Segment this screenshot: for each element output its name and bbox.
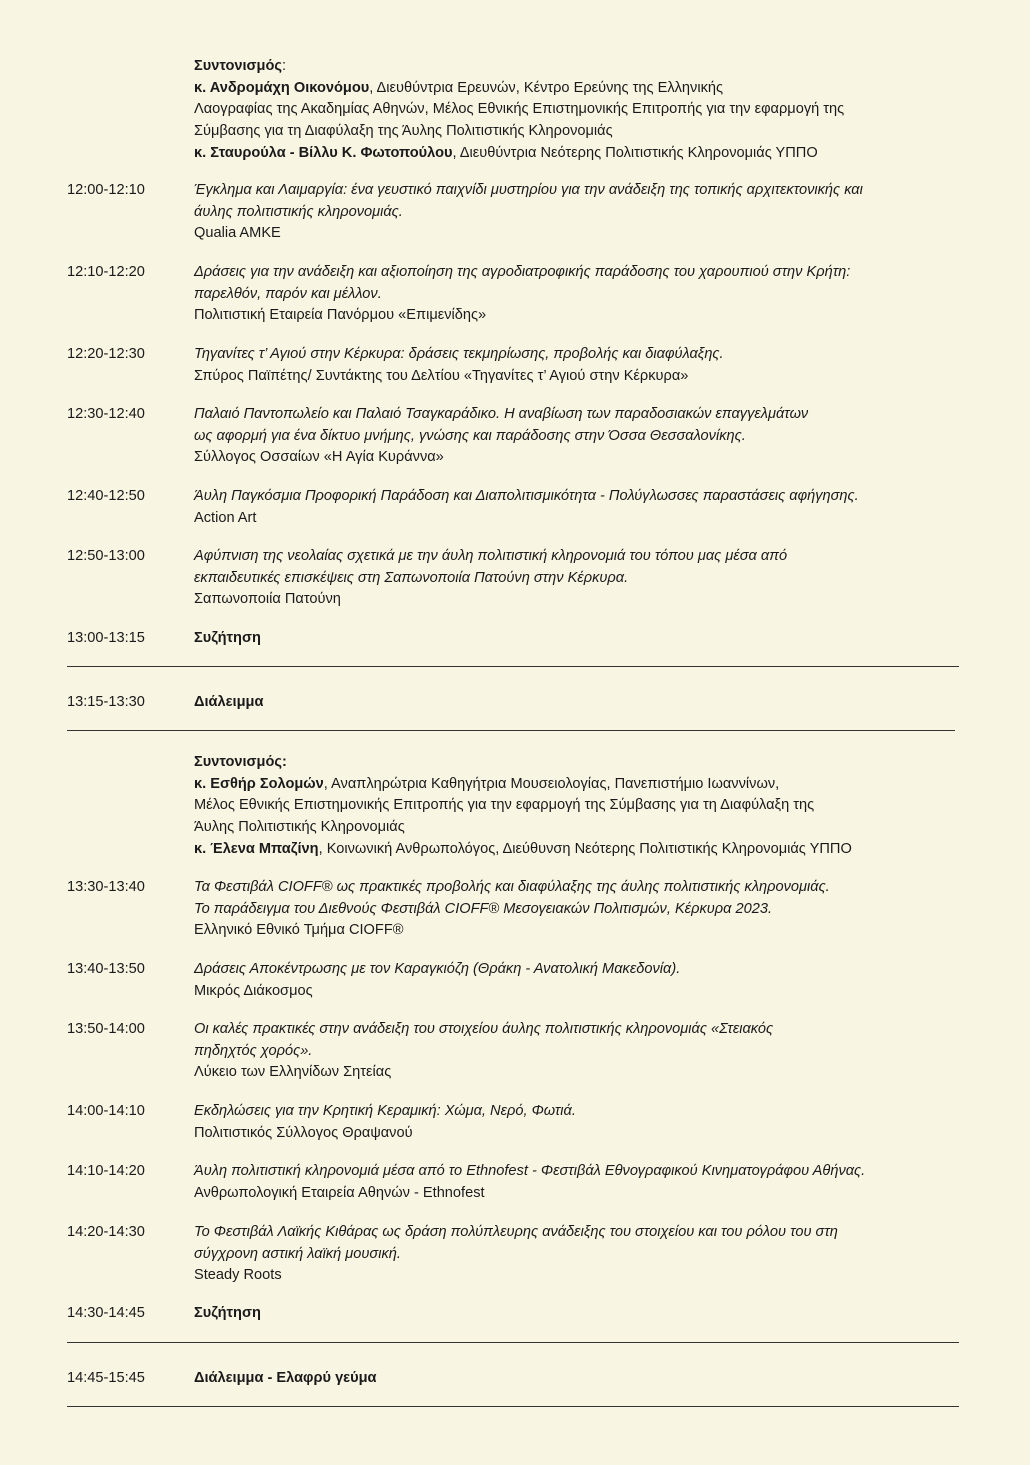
moderator-name: κ. Έλενα Μπαζίνη (194, 840, 319, 857)
moderation-heading: Συντονισμός: (194, 754, 287, 770)
session-entry: Δράσεις για την ανάδειξη και αξιοποίηση της αγροδιατροφικής παράδοσης του χαρουπιού στην Κρήτη: παρελθόν, παρόν και μέλλον. Πολιτιστική Εταιρεία Πανόρμου «Επιμενίδης» (194, 262, 974, 327)
discussion-label: Συζήτηση (194, 1305, 261, 1321)
session-entry: Αφύπνιση της νεολαίας σχετικά με την άυλη πολιτιστική κληρονομιά του τόπου μας μέσα από εκπαιδευτικές επισκέψεις στη Σαπωνοποιία Πατούνη στην Κέρκυρα. Σαπωνοποιία Πατούνη (194, 546, 974, 611)
session-organization: Πολιτιστικός Σύλλογος Θραψανού (194, 1124, 413, 1141)
session-time: 14:20-14:30 (67, 1224, 145, 1240)
session-title: Άυλη πολιτιστική κληρονομιά μέσα από το Ethnofest - Φεστιβάλ Εθνογραφικού Κινηματογράφου Αθήνας. (194, 1163, 866, 1179)
divider (67, 666, 959, 667)
session-time: 14:00-14:10 (67, 1103, 145, 1119)
session-time: 13:30-13:40 (67, 879, 145, 895)
session-title: Δράσεις για την ανάδειξη και αξιοποίηση της αγροδιατροφικής παράδοσης του χαρουπιού στην Κρήτη: (194, 264, 851, 280)
session-entry (194, 959, 974, 1002)
session-entry (194, 1161, 974, 1204)
moderators-block-1: Συντονισμός: κ. Ανδρομάχη Οικονόμου, Διευθύντρια Ερευνών, Κέντρο Ερεύνης της Ελληνικής Λαογραφίας της Ακαδημίας Αθηνών, Μέλος Εθνικής Επιστημονικής Επιτροπής για την εφαρμογή της Σύμβασης για τη Διαφύλαξη της Άυλης Πολιτιστικής Κληρονομιάς κ. Σταυρούλα - Βίλλυ Κ. Φωτοπούλου, Διευθύντρια Νεότερης Πολιτιστικής Κληρονομιάς ΥΠΠΟ (194, 58, 845, 161)
moderation-heading: Συντονισμός (194, 58, 282, 74)
session-entry: Παλαιό Παντοπωλείο και Παλαιό Τσαγκαράδικο. Η αναβίωση των παραδοσιακών επαγγελμάτων ως αφορμή για ένα δίκτυο μνήμης, γνώσης και παράδοσης στην Όσσα Θεσσαλονίκης. Σύλλογος Οσσαίων «Η Αγία Κυράννα» (194, 404, 974, 469)
session-time: 12:20-12:30 (67, 346, 145, 362)
session-title: Αφύπνιση της νεολαίας σχετικά με την άυλη πολιτιστική κληρονομιά του τόπου μας μέσα από (194, 548, 788, 564)
session-organization: Μικρός Διάκοσμος (194, 982, 313, 999)
divider (67, 1342, 959, 1343)
session-time: 12:30-12:40 (67, 406, 145, 422)
session-time: 13:50-14:00 (67, 1021, 145, 1037)
session-time: 14:10-14:20 (67, 1163, 145, 1179)
session-entry: Έγκλημα και Λαιμαργία: ένα γευστικό παιχνίδι μυστηρίου για την ανάδειξη της τοπικής αρχιτεκτονικής και άυλης πολιτιστικής κληρονομιάς. Qualia AMKE (194, 180, 974, 245)
session-organization: Ελληνικό Εθνικό Τμήμα CIOFF® (194, 922, 404, 939)
moderator-name: κ. Ανδρομάχη Οικονόμου (194, 79, 370, 96)
session-entry (194, 486, 974, 529)
session-organization: Action Art (194, 509, 257, 526)
discussion-time: 14:30-14:45 (67, 1305, 145, 1321)
moderator-name: κ. Σταυρούλα - Βίλλυ Κ. Φωτοπούλου (194, 144, 453, 161)
session-title: Το Φεστιβάλ Λαϊκής Κιθάρας ως δράση πολύπλευρης ανάδειξης του στοιχείου και του ρόλου του στη (194, 1224, 838, 1240)
moderators-block-2: Συντονισμός: κ. Εσθήρ Σολομών, Αναπληρώτρια Καθηγήτρια Μουσειολογίας, Πανεπιστήμιο Ιωαννίνων, Μέλος Εθνικής Επιστημονικής Επιτροπής για την εφαρμογή της Σύμβασης για τη Διαφύλαξη της Άυλης Πολιτιστικής Κληρονομιάς κ. Έλενα Μπαζίνη, Κοινωνική Ανθρωπολόγος, Διεύθυνση Νεότερης Πολιτιστικής Κληρονομιάς ΥΠΠΟ (194, 752, 974, 861)
break-time: 13:15-13:30 (67, 694, 145, 710)
session-organization: Steady Roots (194, 1267, 282, 1284)
moderator-name: κ. Εσθήρ Σολομών (194, 775, 324, 792)
session-organization: Πολιτιστική Εταιρεία Πανόρμου «Επιμενίδης» (194, 307, 487, 324)
session-title: Παλαιό Παντοπωλείο και Παλαιό Τσαγκαράδικο. Η αναβίωση των παραδοσιακών επαγγελμάτων (194, 406, 809, 422)
discussion-label: Συζήτηση (194, 630, 261, 646)
session-organization: Ανθρωπολογική Εταιρεία Αθηνών - Ethnofest (194, 1184, 485, 1201)
discussion-time: 13:00-13:15 (67, 630, 145, 646)
session-title: Εκδηλώσεις για την Κρητική Κεραμική: Χώμα, Νερό, Φωτιά. (194, 1103, 576, 1119)
session-time: 13:40-13:50 (67, 961, 145, 977)
session-organization: Σπύρος Παϊπέτης/ Συντάκτης του Δελτίου «Τηγανίτες τ’ Αγιού στην Κέρκυρα» (194, 367, 689, 384)
session-entry (194, 1101, 974, 1144)
session-time: 12:40-12:50 (67, 488, 145, 504)
session-title: Τα Φεστιβάλ CIOFF® ως πρακτικές προβολής και διαφύλαξης της άυλης πολιτιστικής κληρονομιάς. (194, 879, 830, 895)
session-title: Δράσεις Αποκέντρωσης με τον Καραγκιόζη (Θράκη - Ανατολική Μακεδονία). (194, 961, 681, 977)
session-entry: Οι καλές πρακτικές στην ανάδειξη του στοιχείου άυλης πολιτιστικής κληρονομιάς «Στειακός πηδηχτός χορός». Λύκειο των Ελληνίδων Σητείας (194, 1019, 974, 1084)
session-time: 12:00-12:10 (67, 182, 145, 198)
session-organization: Σύλλογος Οσσαίων «Η Αγία Κυράννα» (194, 449, 444, 466)
break-time: 14:45-15:45 (67, 1370, 145, 1386)
session-title: Άυλη Παγκόσμια Προφορική Παράδοση και Διαπολιτισμικότητα - Πολύγλωσσες παραστάσεις αφήγησης. (194, 488, 859, 504)
divider (67, 730, 955, 731)
divider (67, 1406, 959, 1407)
session-title: Τηγανίτες τ’ Αγιού στην Κέρκυρα: δράσεις τεκμηρίωσης, προβολής και διαφύλαξης. (194, 346, 724, 362)
session-title: Έγκλημα και Λαιμαργία: ένα γευστικό παιχνίδι μυστηρίου για την ανάδειξη της τοπικής αρχιτεκτονικής και (194, 182, 863, 198)
session-organization: Λύκειο των Ελληνίδων Σητείας (194, 1064, 392, 1081)
session-time: 12:50-13:00 (67, 548, 145, 564)
break-label: Διάλειμμα (194, 694, 264, 710)
session-entry: Τα Φεστιβάλ CIOFF® ως πρακτικές προβολής και διαφύλαξης της άυλης πολιτιστικής κληρονομιάς. Το παράδειγμα του Διεθνούς Φεστιβάλ CIOFF® Μεσογειακών Πολιτισμών, Κέρκυρα 2023. Ελληνικό Εθνικό Τμήμα CIOFF® (194, 877, 974, 942)
session-time: 12:10-12:20 (67, 264, 145, 280)
session-entry: Το Φεστιβάλ Λαϊκής Κιθάρας ως δράση πολύπλευρης ανάδειξης του στοιχείου και του ρόλου του στη σύγχρονη αστική λαϊκή μουσική. Steady Roots (194, 1222, 974, 1287)
session-entry (194, 344, 974, 387)
session-title: Οι καλές πρακτικές στην ανάδειξη του στοιχείου άυλης πολιτιστικής κληρονομιάς «Στειακός (194, 1021, 774, 1037)
session-organization: Qualia AMKE (194, 225, 281, 242)
session-organization: Σαπωνοποιία Πατούνη (194, 591, 341, 608)
break-label: Διάλειμμα - Ελαφρύ γεύμα (194, 1370, 377, 1386)
